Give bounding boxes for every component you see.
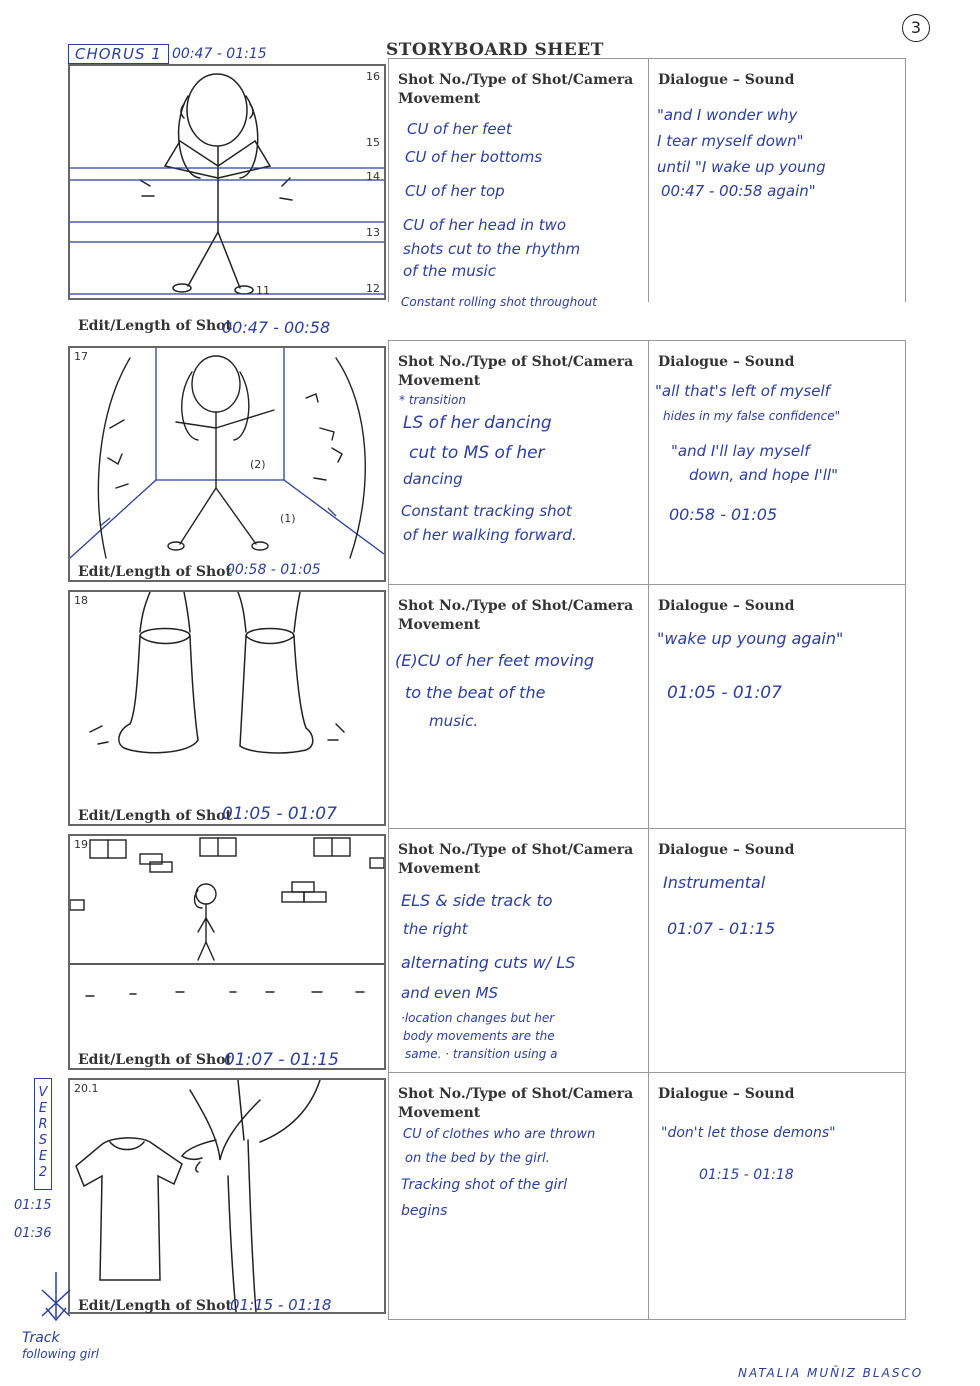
shot-cell bbox=[388, 340, 648, 584]
shot-cell bbox=[388, 584, 648, 828]
verse-letter: 2 bbox=[38, 1165, 48, 1180]
shot-note: CU of her bottoms bbox=[405, 148, 543, 166]
shot-frame bbox=[68, 1078, 386, 1314]
shot-heading: Shot No./Type of Shot/Camera Movement bbox=[398, 1086, 634, 1121]
shot-note: the right bbox=[403, 920, 468, 938]
frame-mark: 11 bbox=[256, 284, 270, 297]
shot-note: CU of her feet bbox=[407, 120, 512, 138]
shot-note: of the music bbox=[403, 262, 496, 280]
shot-number: 17 bbox=[74, 350, 88, 363]
frame-mark: 14 bbox=[366, 170, 380, 183]
track-note-line: Track bbox=[22, 1330, 60, 1346]
sketch-dancer-in-hallway bbox=[70, 348, 384, 580]
shot-number: 19 bbox=[74, 838, 88, 851]
sketch-tshirt-and-arm bbox=[70, 1080, 384, 1312]
dialogue-cell bbox=[648, 58, 906, 302]
edit-label: Edit/Length of Shot bbox=[78, 1052, 232, 1068]
shot-note: same. · transition using a bbox=[405, 1047, 558, 1061]
shot-note: ELS & side track to bbox=[401, 891, 553, 910]
shot-note: music. bbox=[429, 712, 479, 730]
dialogue-cell bbox=[648, 340, 906, 584]
dialogue-line: until "I wake up young bbox=[657, 158, 826, 176]
storyboard-row bbox=[66, 828, 906, 1072]
page-number: 3 bbox=[902, 14, 930, 42]
shot-note: to the beat of the bbox=[405, 683, 546, 702]
dialogue-heading: Dialogue – Sound bbox=[658, 1086, 795, 1102]
shot-note: alternating cuts w/ LS bbox=[401, 953, 576, 972]
shot-note: ·location changes but her bbox=[401, 1011, 555, 1025]
dialogue-heading: Dialogue – Sound bbox=[658, 72, 795, 88]
dialogue-line: "wake up young again" bbox=[657, 629, 844, 648]
dialogue-line: 01:15 - 01:18 bbox=[699, 1167, 794, 1183]
shot-note: Tracking shot of the girl bbox=[401, 1177, 568, 1193]
frame-mark: (2) bbox=[250, 458, 266, 471]
shot-note: of her walking forward. bbox=[403, 526, 577, 544]
dialogue-line: 00:58 - 01:05 bbox=[669, 505, 778, 524]
shot-note: CU of her top bbox=[405, 182, 505, 200]
shot-note: CU of her head in two bbox=[403, 216, 567, 234]
shot-frame bbox=[68, 346, 386, 582]
shot-note: CU of clothes who are thrown bbox=[403, 1127, 596, 1142]
edit-time: 00:47 - 00:58 bbox=[222, 318, 331, 337]
frame-mark: (1) bbox=[280, 512, 296, 525]
verse-letter: R bbox=[38, 1117, 48, 1132]
shot-note: cut to MS of her bbox=[409, 443, 545, 463]
dialogue-heading: Dialogue – Sound bbox=[658, 598, 795, 614]
dialogue-line: "don't let those demons" bbox=[661, 1125, 836, 1141]
sketch-dancer-with-headphones bbox=[70, 66, 384, 298]
shot-note: shots cut to the rhythm bbox=[403, 240, 581, 258]
shot-number: 18 bbox=[74, 594, 88, 607]
shot-heading: Shot No./Type of Shot/Camera Movement bbox=[398, 354, 634, 389]
storyboard-row bbox=[66, 584, 906, 828]
sketch-boots bbox=[70, 592, 384, 824]
verse-letter: E bbox=[38, 1101, 48, 1116]
dialogue-line: "all that's left of myself bbox=[655, 382, 830, 400]
frame-mark: 15 bbox=[366, 136, 380, 149]
edit-time: 01:15 - 01:18 bbox=[230, 1296, 332, 1314]
shot-note: and even MS bbox=[401, 984, 499, 1002]
edit-label: Edit/Length of Shot bbox=[78, 318, 232, 334]
dialogue-line: hides in my false confidence" bbox=[663, 409, 841, 423]
verse-letter: V bbox=[38, 1085, 48, 1100]
verse-time-end: 01:36 bbox=[14, 1226, 52, 1241]
dialogue-line: "and I'll lay myself bbox=[671, 442, 810, 460]
dialogue-heading: Dialogue – Sound bbox=[658, 354, 795, 370]
sketch-street-scene bbox=[70, 836, 384, 1068]
shot-frame bbox=[68, 834, 386, 1070]
shot-number: 20.1 bbox=[74, 1082, 99, 1095]
dialogue-line: I tear myself down" bbox=[657, 132, 804, 150]
dialogue-cell bbox=[648, 1072, 906, 1320]
verse-letter: S bbox=[38, 1133, 48, 1148]
shot-heading: Shot No./Type of Shot/Camera Movement bbox=[398, 72, 634, 107]
edit-time: 00:58 - 01:05 bbox=[226, 562, 321, 578]
shot-cell bbox=[388, 1072, 648, 1320]
shot-cell bbox=[388, 58, 648, 309]
verse-label bbox=[34, 1078, 52, 1190]
sheet-title: STORYBOARD SHEET bbox=[386, 40, 604, 60]
section-time: 00:47 - 01:15 bbox=[172, 46, 267, 62]
shot-cell bbox=[388, 828, 648, 1072]
shot-note: dancing bbox=[403, 470, 463, 488]
dialogue-line: 01:07 - 01:15 bbox=[667, 919, 776, 938]
shot-frame bbox=[68, 64, 386, 300]
track-note bbox=[22, 1330, 99, 1362]
frame-mark: 16 bbox=[366, 70, 380, 83]
track-arrow-icon bbox=[36, 1270, 76, 1324]
edit-time: 01:07 - 01:15 bbox=[224, 1050, 339, 1070]
author-name: NATALIA MUÑIZ BLASCO bbox=[738, 1366, 924, 1380]
edit-label: Edit/Length of Shot bbox=[78, 808, 232, 824]
storyboard-grid bbox=[66, 58, 906, 1320]
verse-time-start: 01:15 bbox=[14, 1198, 52, 1213]
edit-label: Edit/Length of Shot bbox=[78, 1298, 232, 1314]
dialogue-line: "and I wonder why bbox=[657, 106, 798, 124]
dialogue-line: Instrumental bbox=[663, 873, 766, 892]
edit-time: 01:05 - 01:07 bbox=[222, 804, 337, 824]
dialogue-heading: Dialogue – Sound bbox=[658, 842, 795, 858]
shot-note: LS of her dancing bbox=[403, 413, 552, 433]
shot-heading: Shot No./Type of Shot/Camera Movement bbox=[398, 842, 634, 877]
shot-note: (E)CU of her feet moving bbox=[395, 651, 594, 670]
dialogue-line: 00:47 - 00:58 again" bbox=[661, 182, 816, 200]
shot-note: begins bbox=[401, 1203, 448, 1219]
dialogue-cell bbox=[648, 584, 906, 828]
shot-note: on the bed by the girl. bbox=[405, 1151, 550, 1166]
dialogue-cell bbox=[648, 828, 906, 1072]
shot-frame bbox=[68, 590, 386, 826]
shot-note: * transition bbox=[399, 393, 466, 407]
shot-note: Constant rolling shot throughout bbox=[401, 295, 597, 309]
edit-label: Edit/Length of Shot bbox=[78, 564, 232, 580]
shot-note: body movements are the bbox=[403, 1029, 555, 1043]
dialogue-line: 01:05 - 01:07 bbox=[667, 683, 782, 703]
verse-letter: E bbox=[38, 1149, 48, 1164]
frame-mark: 12 bbox=[366, 282, 380, 295]
storyboard-row bbox=[66, 340, 906, 584]
storyboard-row bbox=[66, 1072, 906, 1320]
track-note-line: following girl bbox=[22, 1347, 99, 1361]
dialogue-line: down, and hope I'll" bbox=[689, 466, 838, 484]
shot-heading: Shot No./Type of Shot/Camera Movement bbox=[398, 598, 634, 633]
shot-note: Constant tracking shot bbox=[401, 502, 572, 520]
section-label: CHORUS 1 bbox=[68, 44, 169, 64]
frame-mark: 13 bbox=[366, 226, 380, 239]
storyboard-row bbox=[66, 58, 906, 309]
